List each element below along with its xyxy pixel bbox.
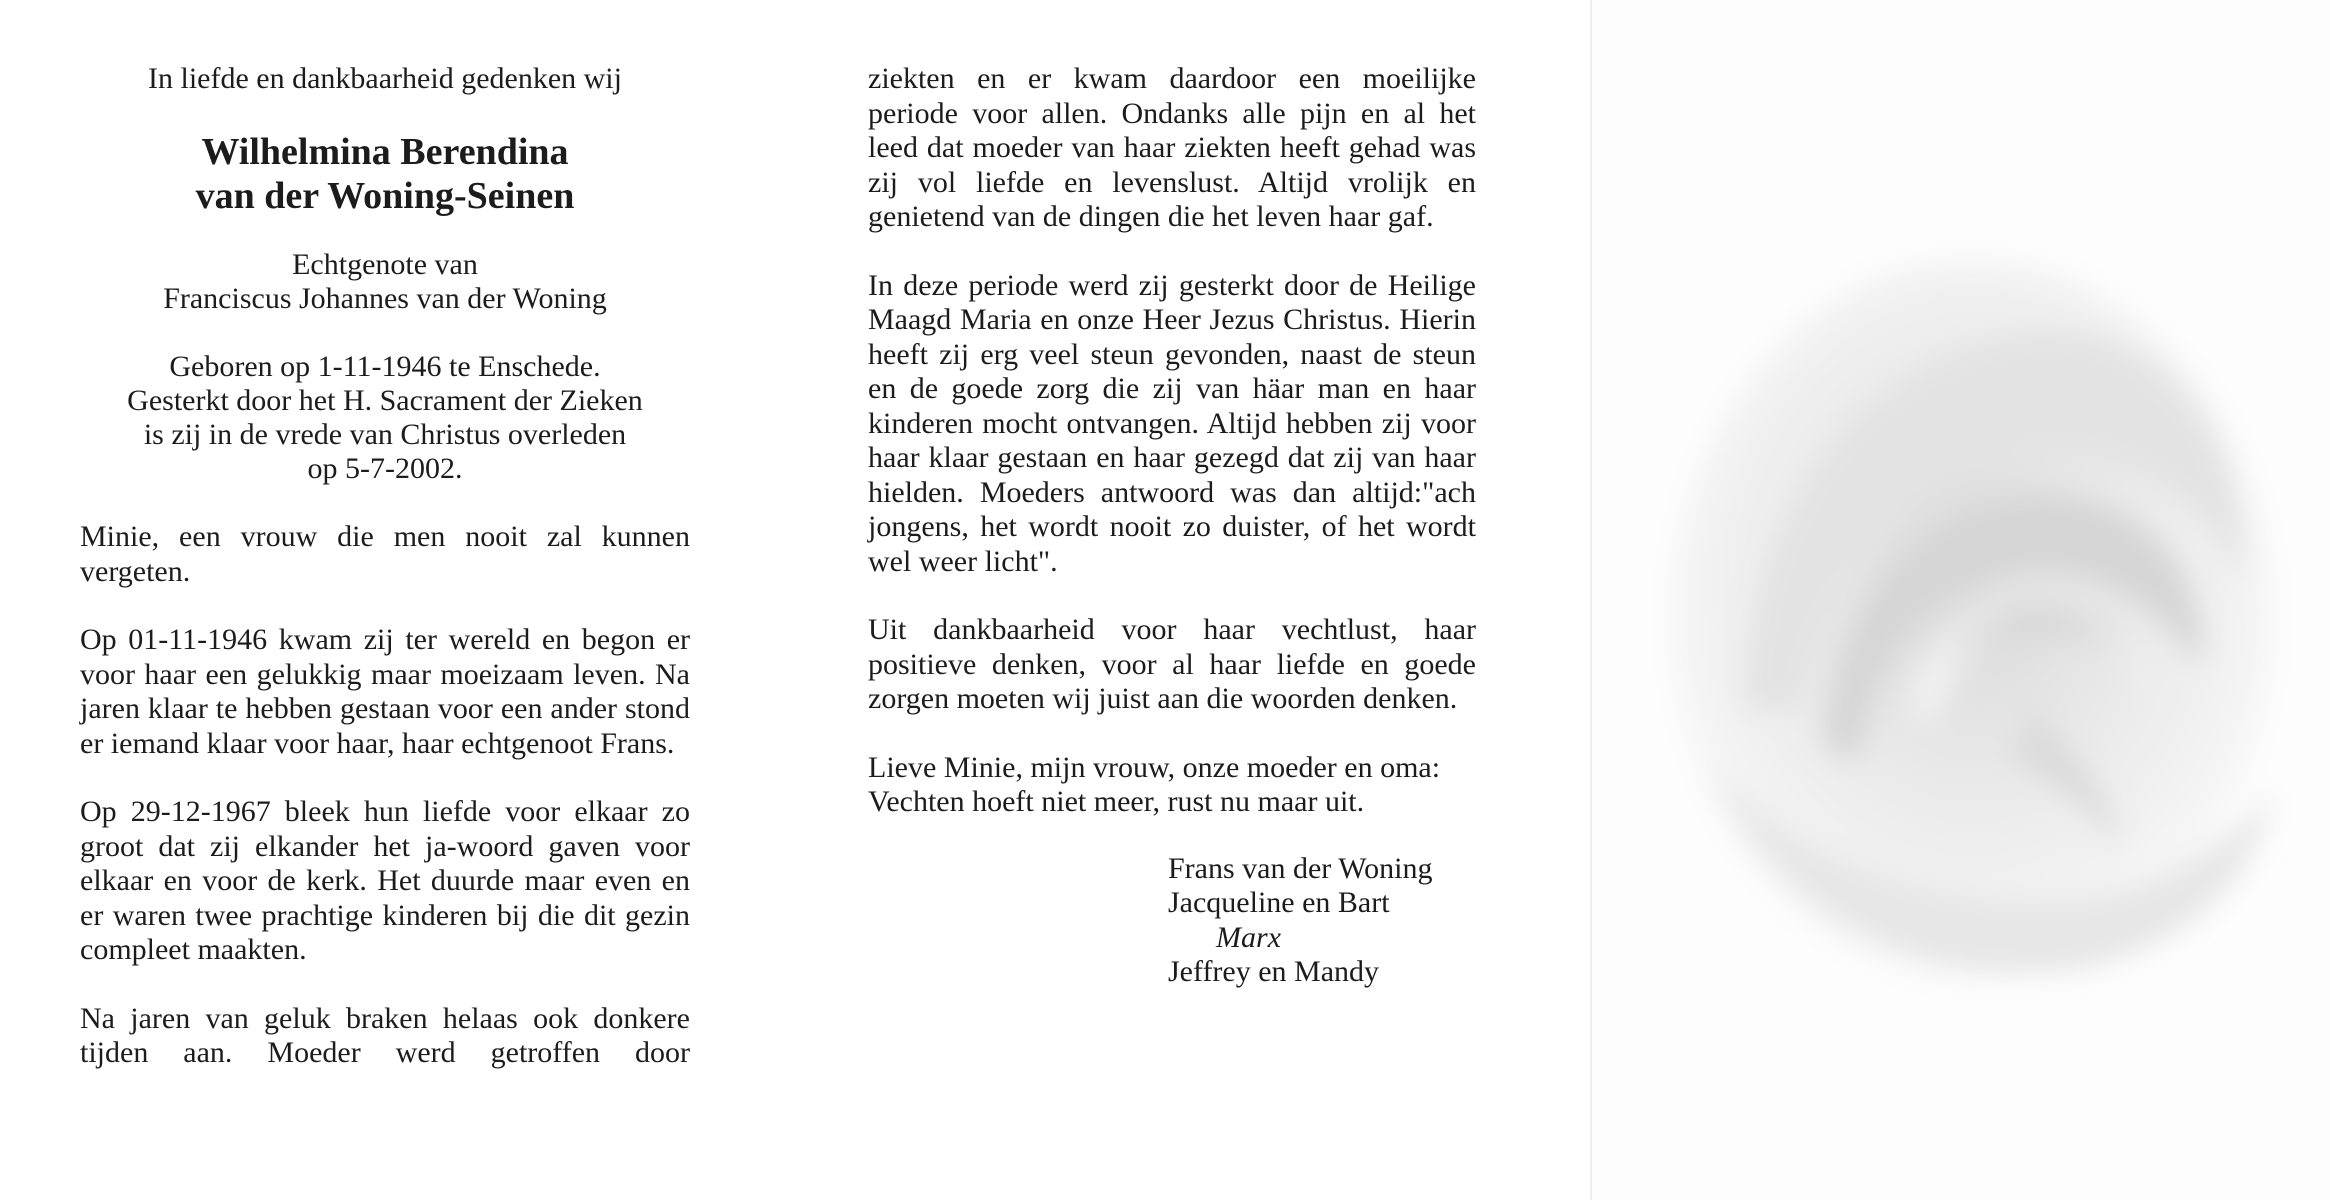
spouse-block [80,248,690,316]
paragraph: In deze periode werd zij gesterkt door de Heilige Maagd Maria en onze Heer Jezus Christus. Hierin heeft zij erg veel steun gevonden, naast de steun en de goede zorg die zij van häar man en haar kinderen mocht ontvangen. Altijd hebben zij voor haar klaar gestaan en haar gezegd dat zij van haar hielden. Moeders antwoord was dan altijd:"ach jongens, het wordt nooit zo duister, of het wordt wel weer licht". [868,268,1476,578]
died-text-1: is zij in de vrede van Christus overleden [143,418,627,451]
paragraph: Na jaren van geluk braken helaas ook donkere tijden aan. Moeder werd getroffen door [80,1001,690,1069]
paragraph: Uit dankbaarheid voor haar vechtlust, haar positieve denken, voor al haar liefde en goede zorgen moeten wij juist aan die woorden denken. [868,613,1476,715]
name-line-1: Wilhelmina Berendina [201,131,569,173]
signature-line: Jacqueline en Bart [1168,886,1390,919]
rose-image [1652,150,2292,1050]
signature-line: Frans van der Woning [1168,851,1433,885]
signature-line: Jeffrey en Mandy [1168,955,1380,988]
born-text: Geboren op 1-11-1946 te Enschede. [169,350,601,383]
died-text-2: op 5-7-2002. [307,452,463,485]
closing-line-2: Vechten hoeft niet meer, rust nu maar uit. [868,785,1365,818]
paragraph: Op 29-12-1967 bleek hun liefde voor elkaar zo groot dat zij elkander het ja-woord gaven voor elkaar en voor de kerk. Het duurde maar even en er waren twee prachtige kinderen bij die dit gezin compleet maakten. [80,795,690,966]
deceased-name [80,130,690,218]
paragraph: ziekten en er kwam daardoor een moeilijke periode voor allen. Ondanks alle pijn en al het leed dat moeder van haar ziekten heeft gehad was zij vol liefde en levenslust. Altijd vrolijk en genietend van de dingen die het leven haar gaf. [868,62,1476,233]
paragraph: Op 01-11-1946 kwam zij ter wereld en begon er voor haar een gelukkig maar moeizaam leven. Na jaren klaar te hebben gestaan voor een ander stond er iemand klaar voor haar, haar echtgenoot Frans. [80,623,690,760]
closing-line-1: Lieve Minie, mijn vrouw, onze moeder en oma: [868,750,1441,784]
left-panel [0,0,790,1200]
right-panel [1590,0,2330,1200]
signatures [1168,852,1476,990]
spouse-name: Franciscus Johannes van der Woning [163,282,607,315]
name-line-2: van der Woning-Seinen [195,175,575,217]
life-dates-block [80,350,690,486]
middle-panel [790,0,1590,1200]
spouse-label: Echtgenote van [292,248,478,281]
closing-block [868,751,1476,820]
strengthened-text: Gesterkt door het H. Sacrament der Zieken [127,384,643,417]
paragraph: Minie, een vrouw die men nooit zal kunnen vergeten. [80,520,690,588]
signature-line: Marx [1216,920,1281,954]
intro-text: In liefde en dankbaarheid gedenken wij [148,62,622,95]
